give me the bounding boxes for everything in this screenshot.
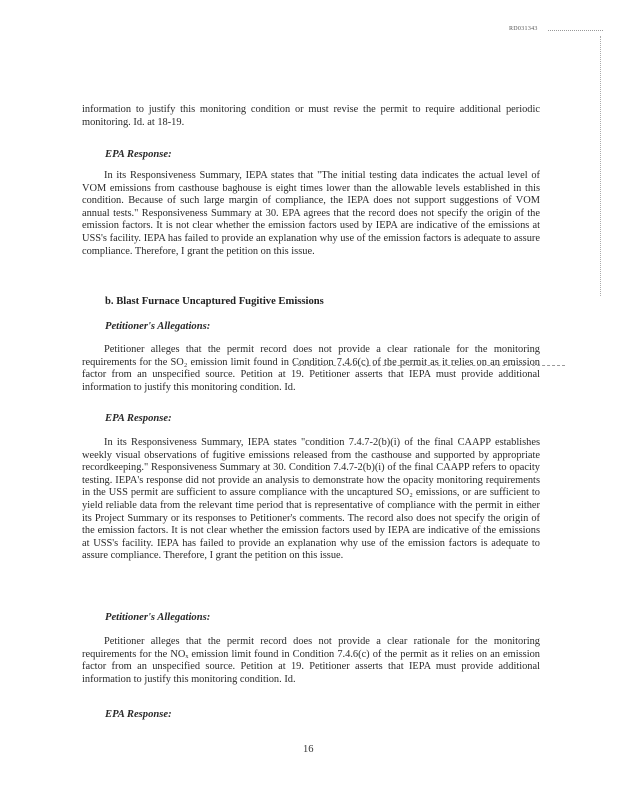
paragraph-petitioner-so2: Petitioner alleges that the permit record does not provide a clear rationale for the monitoring requirements for the SO₂ emission limit found in Condition 7.4.6(c) of the permit as it relies on an emission factor from an unspecified source. Petition at 19. Petitioner asserts that IEPA must provide additional information to justify this monitoring condition. Id. (82, 344, 540, 393)
heading-petitioner-allegations: Petitioner's Allegations: (105, 612, 211, 623)
heading-petitioner-allegations: Petitioner's Allegations: (105, 321, 211, 332)
header-dotted-rule (548, 30, 603, 31)
margin-dotted-rule (600, 36, 601, 296)
paragraph-epa-response-so2: In its Responsiveness Summary, IEPA states "condition 7.4.7-2(b)(i) of the final CAAPP establishes weekly visual observations of fugitive emissions released from the casthouse and supported by appropriate recordkeeping." Responsiveness Summary at 30. Condition 7.4.7-2(b)(i) of the final CAAPP refers to opacity testing. IEPA's response did not provide an analysis to demonstrate how the opacity monitoring requirements in the USS permit are sufficient to assure compliance with the uncaptured SO₂ emissions, or are sufficient to yield reliable data from the relevant time period that is representative of compliance with the permit in either its Project Summary or its responses to Petitioner's comments. The record also does not specify the origin of the emission factors. It is not clear whether the emission factors used by IEPA are indicative of the emissions at USS's facility. IEPA has failed to provide an explanation why use of the emission factors is adequate to assure compliance. Therefore, I grant the petition on this issue. (82, 437, 540, 562)
paragraph-continuation: information to justify this monitoring condition or must revise the permit to require additional periodic monitoring. Id. at 18-19. (82, 104, 540, 128)
page-number: 16 (303, 744, 314, 755)
paragraph-epa-response-vom: In its Responsiveness Summary, IEPA states that "The initial testing data indicates the actual level of VOM emissions from casthouse baghouse is eight times lower than the allowable levels established in this condition. Because of such large margin of compliance, the IEPA does not support suggestions of VOM annual tests." Responsiveness Summary at 30. EPA agrees that the record does not specify the origin of the emission factors. It is not clear whether the emission factors used by IEPA are indicative of the emissions at USS's facility. IEPA has failed to provide an explanation why use of the emission factors is adequate to assure compliance. Therefore, I grant the petition on this issue. (82, 170, 540, 257)
section-heading-blast-furnace: b. Blast Furnace Uncaptured Fugitive Emissions (105, 296, 324, 307)
paragraph-petitioner-nox: Petitioner alleges that the permit record does not provide a clear rationale for the monitoring requirements for the NOₓ emission limit found in Condition 7.4.6(c) of the permit as it relies on an emission factor from an unspecified source. Petition at 19. Petitioner asserts that IEPA must provide additional information to justify this monitoring condition. Id. (82, 636, 540, 685)
document-reference-code: RD031343 (509, 26, 538, 32)
heading-epa-response: EPA Response: (105, 149, 172, 160)
heading-epa-response: EPA Response: (105, 709, 172, 720)
dashed-cut-line (293, 365, 565, 366)
heading-epa-response: EPA Response: (105, 413, 172, 424)
